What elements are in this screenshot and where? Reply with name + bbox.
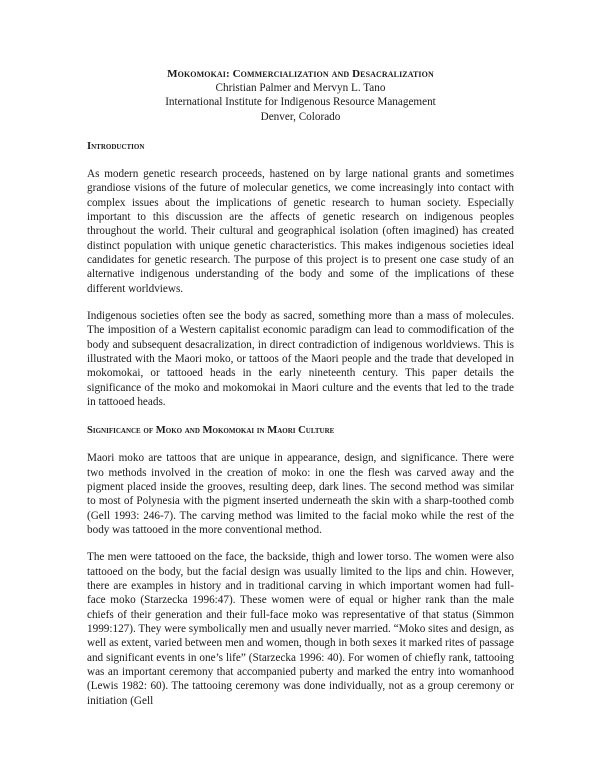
significance-paragraph-1: Maori moko are tattoos that are unique in appearance, design, and significance. There were two methods involved in the creation of moko: in one the flesh was carved away and the pigment placed inside the grooves, resulting deep, dark lines. The second method was similar to most of Polynesia with the pigment inserted underneath the skin with a sharp-toothed comb (Gell 1993: 246-7). The carving method was limited to the facial moko while the rest of the body was tattooed in the more conventional method. bbox=[87, 452, 514, 537]
institution: International Institute for Indigenous Resource Management bbox=[165, 96, 436, 109]
authors: Christian Palmer and Mervyn L. Tano bbox=[215, 82, 386, 95]
location: Denver, Colorado bbox=[260, 110, 341, 123]
intro-paragraph-1: As modern genetic research proceeds, hastened on by large national grants and sometimes grandiose visions of the future of molecular genetics, we come increasingly into contact with complex issues about the implications of genetic research to human society. Especially important to this discussion are the affects of genetic research on indigenous peoples throughout the world. Their cultural and geographical isolation (often imagined) has created distinct population with unique genetic characteristics. This makes indigenous societies ideal candidates for genetic research. The purpose of this project is to present one case study of an alternative indigenous understanding of the body and some of the implications of these different worldviews. bbox=[87, 167, 514, 295]
title-block bbox=[87, 67, 514, 124]
document-page bbox=[87, 67, 514, 708]
section-heading-introduction: Introduction bbox=[87, 140, 145, 152]
intro-paragraph-2: Indigenous societies often see the body as sacred, something more than a mass of molecules. The imposition of a Western capitalist economic paradigm can lead to commodification of the body and subsequent desacralization, in direct contradiction of indigenous worldviews. This is illustrated with the Maori moko, or tattoos of the Maori people and the trade that developed in mokomokai, or tattooed heads in the early nineteenth century. This paper details the significance of the moko and mokomokai in Maori culture and the events that led to the trade in tattooed heads. bbox=[87, 309, 514, 408]
section-heading-significance: Significance of Moko and Mokomokai in Maori Culture bbox=[87, 425, 335, 437]
significance-paragraph-2: The men were tattooed on the face, the backside, thigh and lower torso. The women were also tattooed on the body, but the facial design was usually limited to the lips and chin. However, there are examples in history and in traditional carving in which important women had full-face moko (Starzecka 1996:47). These women were of equal or higher rank than the male chiefs of their generation and their full-face moko was representative of that status (Simmon 1999:127). They were symbolically men and usually never married. “Moko sites and design, as well as extent, varied between men and women, though in both sexes it marked rites of passage and significant events in one’s life” (Starzecka 1996: 40). For women of chiefly rank, tattooing was an important ceremony that accompanied puberty and marked the entry into womanhood (Lewis 1982: 60). The tattooing ceremony was done individually, not as a group ceremony or initiation (Gell bbox=[87, 551, 514, 707]
paper-title: Mokomokai: Commercialization and Desacralization bbox=[167, 68, 434, 80]
